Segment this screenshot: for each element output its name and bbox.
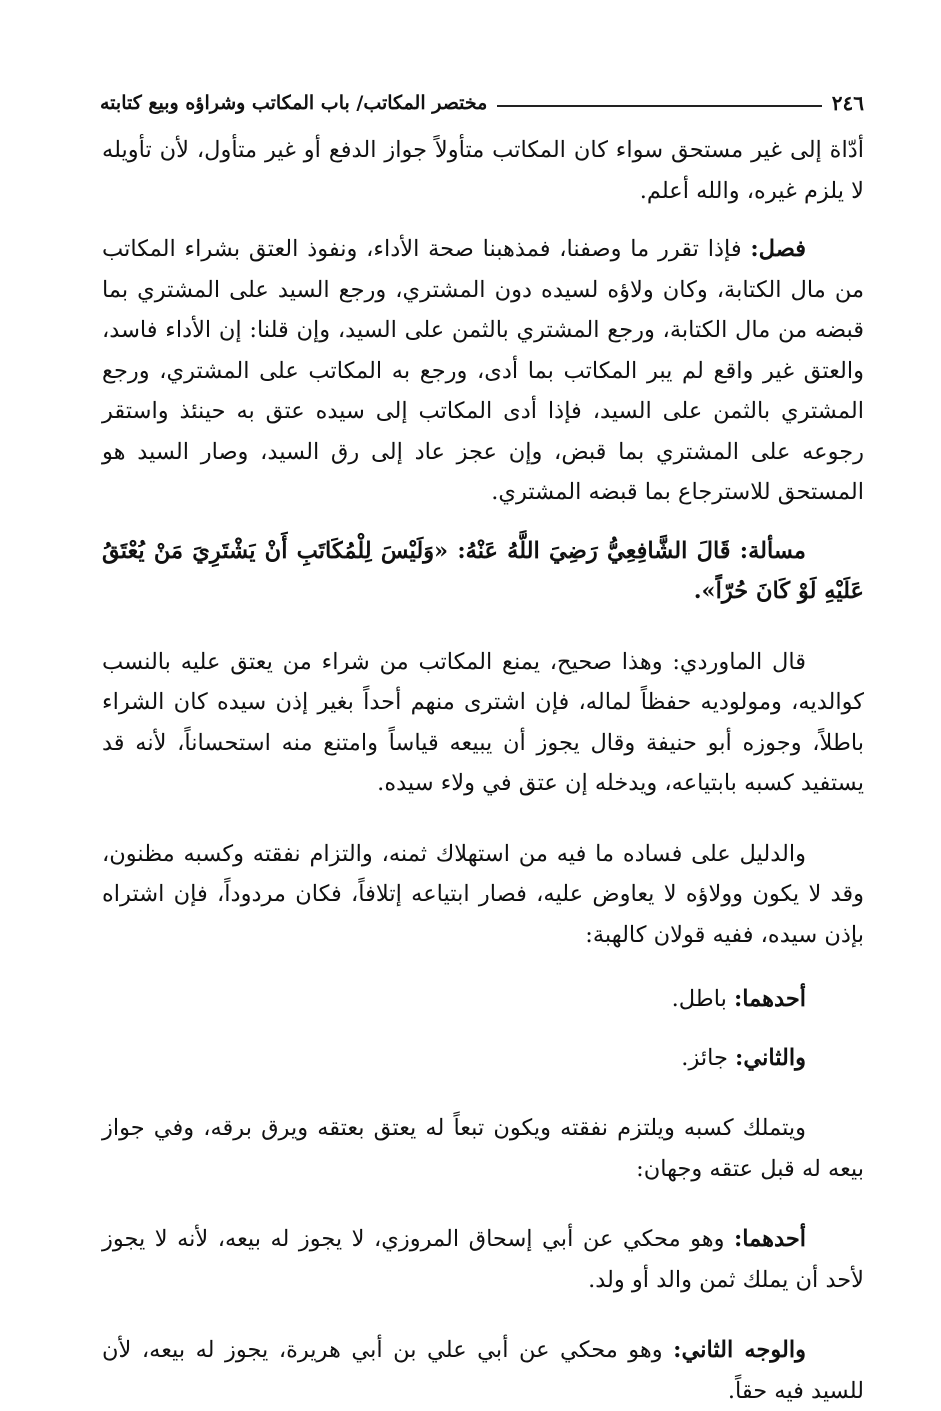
paragraph-text: رَضِيَ اللَّهُ عَنْهُ: «وَلَيْسَ لِلْمُكَاتَبِ أَنْ يَشْتَرِيَ مَنْ يُعْتَقُ عَلَيْهِ لَوْ كَانَ حُرّاً».	[102, 537, 864, 604]
page-body	[102, 130, 864, 1411]
running-title: مختصر المكاتب/ باب المكاتب وشراؤه وبيع كتابته	[100, 92, 488, 114]
paragraph-text: ويتملك كسبه ويلتزم نفقته ويكون تبعاً له يعتق بعتقه ويرق برقه، وفي جواز بيعه له قبل عتقه وجهان:	[102, 1115, 864, 1182]
paragraph-second-aspect	[102, 1330, 864, 1411]
paragraph-text: أدّاة إلى غير مستحق سواء كان المكاتب متأولاً جواز الدفع أو غير متأول، لأن تأويله لا يلزم غيره، والله أعلم.	[102, 137, 864, 204]
list-item-second-opinion	[102, 1038, 864, 1079]
paragraph-first-aspect	[102, 1219, 864, 1300]
paragraph-text: وهو محكي عن أبي علي بن أبي هريرة، يجوز له بيعه، لأن للسيد فيه حقاً.	[102, 1337, 864, 1404]
paragraph-lead: والثاني:	[735, 1044, 806, 1071]
paragraph-mawardi	[102, 642, 864, 804]
paragraph-lead: أحدهما:	[733, 1226, 806, 1252]
paragraph-text: فإذا تقرر ما وصفنا، فمذهبنا صحة الأداء، ونفوذ العتق بشراء المكاتب من مال الكتابة، وكان ولاؤه لسيده دون المشتري، ورجع السيد على المشتري بما قبضه من مال الكتابة، ورجع المشتري بالثمن على السيد، وإن قلنا: إن الأداء فاسد، والعتق غير واقع لم يبر المكاتب بما أدى، ورجع به المكاتب على المشتري، ورجع المشتري بالثمن على السيد، فإذا أدى المكاتب إلى سيده عتق به حينئذ واستقر رجوعه على المشتري بما قبض، وإن عجز عاد إلى رق السيد، وصار السيد هو المستحق للاسترجاع بما قبضه المشتري.	[102, 236, 864, 505]
paragraph-text: وهو محكي عن أبي إسحاق المروزي، لا يجوز له بيعه، لأنه لا يجوز لأحد أن يملك ثمن والد أو ولد.	[102, 1226, 864, 1293]
paragraph-text: والدليل على فساده ما فيه من استهلاك ثمنه، والتزام نفقته وكسبه مظنون، وقد لا يكون وولاؤه لا يعاوض عليه، فصار ابتياعه إتلافاً، فكان مردوداً، فإن اشتراه بإذن سيده، ففيه قولان كالهبة:	[102, 840, 864, 948]
paragraph-lead: والوجه الثاني:	[673, 1337, 806, 1363]
paragraph-lead: فصل:	[750, 236, 806, 262]
page-number: ٢٤٦	[831, 91, 864, 115]
paragraph-lead: أحدهما:	[733, 986, 806, 1012]
paragraph-text: جائز.	[681, 1044, 736, 1071]
header-rule	[497, 105, 821, 107]
paragraph-text: باطل.	[671, 986, 734, 1012]
paragraph-masala	[102, 531, 864, 612]
paragraph-lead: مسألة: قَالَ الشَّافِعِيُّ	[606, 537, 806, 564]
list-item-first-opinion	[102, 979, 864, 1020]
paragraph-continuation	[102, 130, 864, 211]
page-header	[100, 88, 864, 118]
paragraph-fasl	[102, 229, 864, 513]
paragraph-evidence	[102, 834, 864, 956]
paragraph-text: قال الماوردي: وهذا صحيح، يمنع المكاتب من شراء من يعتق عليه بالنسب كوالديه، ومولوديه حفظاً لماله، فإن اشترى منهم أحداً بغير إذن سيده كان الشراء باطلاً، وجوزه أبو حنيفة وقال يجوز أن يبيعه قياساً وامتنع منه استحساناً، لأنه قد يستفيد كسبه بابتياعه، ويدخله إن عتق في ولاء سيده.	[102, 648, 864, 796]
paragraph-ownership	[102, 1108, 864, 1189]
